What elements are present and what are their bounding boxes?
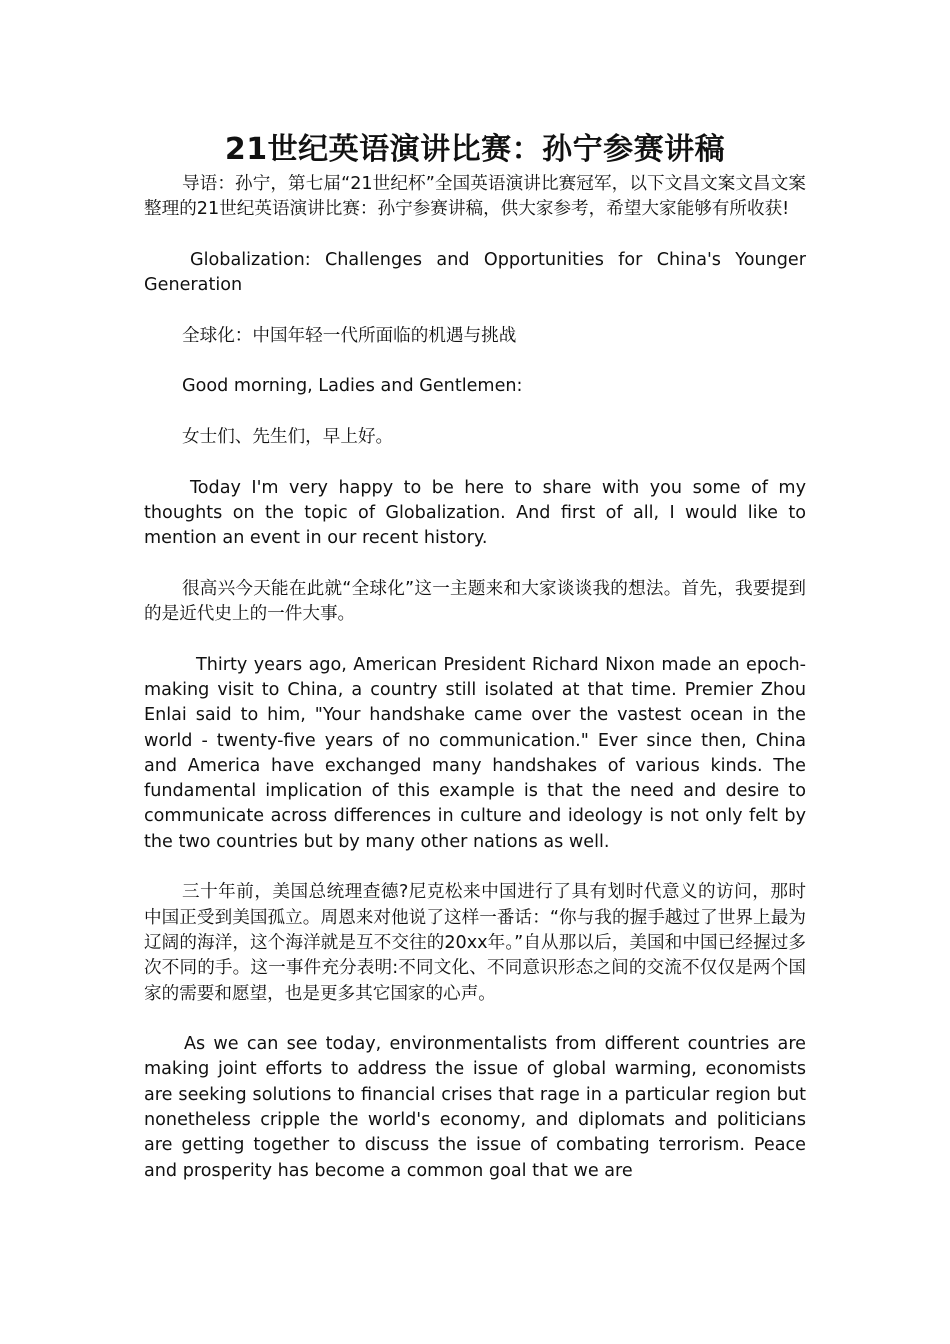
paragraph-spacer: [144, 551, 806, 576]
paragraph-spacer: [144, 1007, 806, 1032]
paragraph-spacer: [144, 450, 806, 475]
intro-paragraph: 导语：孙宁，第七届“21世纪杯”全国英语演讲比赛冠军，以下文昌文案文昌文案整理的21世纪英语演讲比赛：孙宁参赛讲稿，供大家参考，希望大家能够有所收获!: [144, 174, 806, 220]
paragraph-chinese-2: 三十年前，美国总统理查德?尼克松来中国进行了具有划时代意义的访问，那时中国正受到美国孤立。周恩来对他说了这样一番话：“你与我的握手越过了世界上最为辽阔的海洋，这个海洋就是互不交往的20xx年。”自从那以后，美国和中国已经握过多次不同的手。这一事件充分表明:不同文化、不同意识形态之间的交流不仅仅是两个国家的需要和愿望，也是更多其它国家的心声。: [144, 882, 806, 1004]
paragraph-chinese-1: 很高兴今天能在此就“全球化”这一主题来和大家谈谈我的想法。首先，我要提到的是近代史上的一件大事。: [144, 578, 806, 625]
greeting-chinese: 女士们、先生们，早上好。: [182, 426, 394, 447]
speech-title-chinese: 全球化：中国年轻一代所面临的机遇与挑战: [182, 325, 517, 346]
paragraph-spacer: [144, 400, 806, 425]
paragraph-english-1: Today I'm very happy to be here to share with you some of my thoughts on the topic of Globalization. And first of all, I would like to mention an event in our recent history.: [144, 477, 806, 549]
paragraph-spacer: [144, 349, 806, 374]
document-body: [144, 128, 806, 1184]
paragraph-english-3: As we can see today, environmentalists from different countries are making joint efforts to address the issue of global warming, economists are seeking solutions to financial crises that rage in a particular region but nonetheless cripple the world's economy, and diplomats and politicians are getting together to discuss the issue of combating terrorism. Peace and prosperity has become a common goal that we are: [144, 1034, 806, 1181]
paragraph-spacer: [144, 298, 806, 323]
paragraph-spacer: [144, 223, 806, 248]
greeting-english: Good morning, Ladies and Gentlemen:: [182, 376, 523, 397]
paragraph-spacer: [144, 627, 806, 652]
paragraph-spacer: [144, 855, 806, 880]
speech-title-english: Globalization: Challenges and Opportunities for China's Younger Generation: [144, 249, 806, 296]
document-title: 21世纪英语演讲比赛：孙宁参赛讲稿: [224, 132, 726, 167]
paragraph-english-2: Thirty years ago, American President Richard Nixon made an epoch-making visit to China, a country still isolated at that time. Premier Zhou Enlai said to him, "Your handshake came over the vastest ocean in the world - twenty-five years of no communication." Ever since then, China and America have exchanged many handshakes of various kinds. The fundamental implication of this example is that the need and desire to communicate across differences in culture and ideology is not only felt by the two countries but by many other nations as well.: [144, 654, 806, 852]
